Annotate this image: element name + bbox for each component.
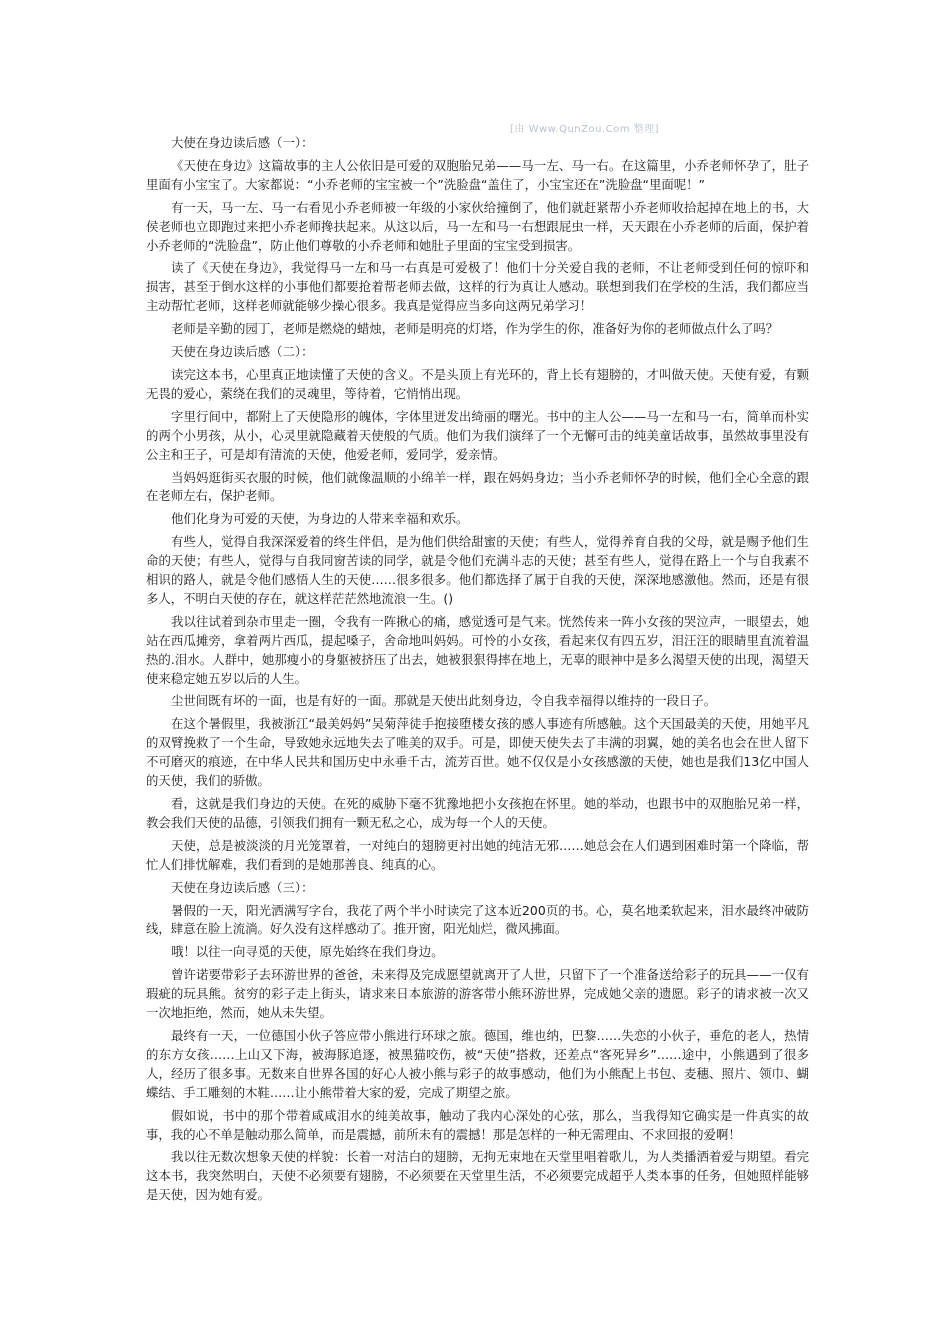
- paragraph: 暑假的一天，阳光洒满写字台，我花了两个半小时读完了这本近200页的书。心，莫名地柔软起来，泪水最终冲破防线，肆意在脸上流淌。好久没有这样感动了。推开窗，阳光灿烂，微风拂面。: [146, 902, 809, 937]
- paragraph: 他们化身为可爱的天使，为身边的人带来幸福和欢乐。: [171, 511, 469, 527]
- paragraph: 最终有一天，一位德国小伙子答应带小熊进行环球之旅。德国，维也纳，巴黎……失恋的小伙子，垂危的老人，热情的东方女孩……上山又下海，被海豚追逐，被黑猫咬伤，被“天使”搭救，还差点“客死异乡”……途中，小熊遇到了很多人，经历了很多事。无数来自世界各国的好心人被小熊与彩子的故事感动，他们为小熊配上书包、麦穗、照片、领巾、蝴蝶结、手工雕刻的木鞋……让小熊带着大家的爱，完成了期望之旅。: [146, 1027, 809, 1100]
- paragraph: 天使，总是被淡淡的月光笼罩着，一对纯白的翅膀更衬出她的纯洁无邪……她总会在人们遇到困难时第一个降临，帮忙人们排忧解难，我们看到的是她那善良、纯真的心。: [146, 837, 809, 872]
- article-body: [146, 134, 809, 1209]
- paragraph: 读完这本书，心里真正地读懂了天使的含义。不是头顶上有光环的，背上长有翅膀的，才叫做天使。天使有爱，有颗无畏的爱心，萦绕在我们的灵魂里，等待着，它悄悄出现。: [146, 366, 809, 401]
- paragraph: 《天使在身边》这篇故事的主人公依旧是可爱的双胞胎兄弟——马一左、马一右。在这篇里，小乔老师怀孕了，肚子里面有小宝宝了。大家都说：“小乔老师的宝宝被一个”洗脸盘“盖住了，小宝宝还在”洗脸盘“里面呢！”: [146, 157, 809, 192]
- section-heading: 大使在身边读后感（一）：: [171, 135, 314, 150]
- paragraph: 假如说，书中的那个带着咸咸泪水的纯美故事，触动了我内心深处的心弦，那么，当我得知它确实是一件真实的故事，我的心不单是触动那么简单，而是震撼，前所未有的震撼！那是怎样的一种无需理由、不求回报的爱啊！: [146, 1107, 809, 1142]
- paragraph: 我以往试着到杂市里走一圈，令我有一阵揪心的痛，感觉透可是气来。恍然传来一阵小女孩的哭泣声，一眼望去，她站在西瓜摊旁，拿着两片西瓜，提起嗓子，舍命地叫妈妈。可怜的小女孩，看起来仅有四五岁，泪汪汪的眼睛里直流着温热的.泪水。人群中，她那瘦小的身躯被挤压了出去，她被狠狠得摔在地上，无辜的眼神中是多么渴望天使的出现，渴望天使来稳定她五岁以后的人生。: [146, 613, 809, 686]
- paragraph: 曾许诺要带彩子去环游世界的爸爸，未来得及完成愿望就离开了人世，只留下了一个准备送给彩子的玩具——一仅有瑕疵的玩具熊。贫穷的彩子走上街头，请求来日本旅游的游客带小熊环游世界，完成她父亲的遗愿。彩子的请求被一次又一次地拒绝，然而，她从未失望。: [146, 967, 809, 1021]
- section-heading: 天使在身边读后感（二）：: [171, 344, 314, 360]
- section-heading: 天使在身边读后感（三）：: [171, 879, 314, 895]
- paragraph: 有一天，马一左、马一右看见小乔老师被一年级的小家伙给撞倒了，他们就赶紧帮小乔老师收拾起掉在地上的书，大侯老师也立即跑过来把小乔老师搀扶起来。从这以后，马一左和马一右想跟屁虫一样，天天跟在小乔老师的后面，保护着小乔老师的“洗脸盘”，防止他们尊敬的小乔老师和她肚子里面的宝宝受到损害。: [146, 199, 809, 253]
- paragraph: 在这个暑假里，我被浙江“最美妈妈”吴菊萍徒手抱接堕楼女孩的感人事迹有所感触。这个天国最美的天使，用她平凡的双臂挽救了一个生命，导致她永远地失去了唯美的双手。可是，即使天使失去了丰满的羽翼，她的美名也会在世人留下不可磨灭的痕迹，在中华人民共和国历史中永垂千古，流芳百世。她不仅仅是小女孩感激的天使，她也是我们13亿中国人的天使，我们的骄傲。: [146, 716, 809, 789]
- watermark: [由 Www.QunZou.Com 整理]: [510, 124, 660, 135]
- paragraph: 当妈妈逛街买衣服的时候，他们就像温顺的小绵羊一样，跟在妈妈身边；当小乔老师怀孕的时候，他们全心全意的跟在老师左右，保护老师。: [146, 469, 809, 504]
- paragraph: 有些人，觉得自我深深爱着的终生伴侣，是为他们供给甜蜜的天使；有些人，觉得养育自我的父母，就是赐予他们生命的天使；有些人，觉得与自我同窗苦读的同学，就是令他们充满斗志的天使；甚至有些人，觉得在路上一个与自我素不相识的路人，就是令他们感悟人生的天使……很多很多。他们都选择了属于自我的天使，深深地感激他。然而，还是有很多人，不明白天使的存在，就这样茫茫然地流浪一生。(): [146, 534, 809, 606]
- paragraph: 尘世间既有坏的一面，也是有好的一面。那就是天使出此刻身边，令自我幸福得以维持的一段日子。: [171, 693, 717, 709]
- paragraph: 老师是辛勤的园丁，老师是燃烧的蜡烛，老师是明亮的灯塔，作为学生的你，准备好为你的老师做点什么了吗？: [171, 321, 779, 337]
- paragraph: 看，这就是我们身边的天使。在死的威胁下毫不犹豫地把小女孩抱在怀里。她的举动，也跟书中的双胞胎兄弟一样，教会我们天使的品德，引领我们拥有一颗无私之心，成为每一个人的天使。: [146, 796, 809, 830]
- paragraph: 字里行间中，都附上了天使隐形的魄体，字体里迸发出绮丽的曙光。书中的主人公——马一左和马一右，简单而朴实的两个小男孩，从小，心灵里就隐藏着天使般的气质。他们为我们演绎了一个无懈可击的纯美童话故事，虽然故事里没有公主和王子，可是却有清流的天使，他爱老师，爱同学，爱亲情。: [146, 408, 809, 462]
- paragraph: 我以往无数次想象天使的样貌：长着一对洁白的翅膀，无拘无束地在天堂里唱着歌儿，为人类播洒着爱与期望。看完这本书，我突然明白，天使不必须要有翅膀，不必须要在天堂里生活，不必须要完成超乎人类本事的任务，但她照样能够是天使，因为她有爱。: [146, 1149, 809, 1203]
- paragraph: 读了《天使在身边》，我觉得马一左和马一右真是可爱极了！他们十分关爱自我的老师，不让老师受到任何的惊吓和损害，甚至于倒水这样的小事他们都要抢着帮老师去做，这样的行为真让人感动。联想到我们在学校的生活，我们都应当主动帮忙老师，这样老师就能够少操心很多。我真是觉得应当多向这两兄弟学习！: [146, 260, 809, 314]
- paragraph: 哦！以往一向寻觅的天使，原先始终在我们身边。: [171, 944, 444, 960]
